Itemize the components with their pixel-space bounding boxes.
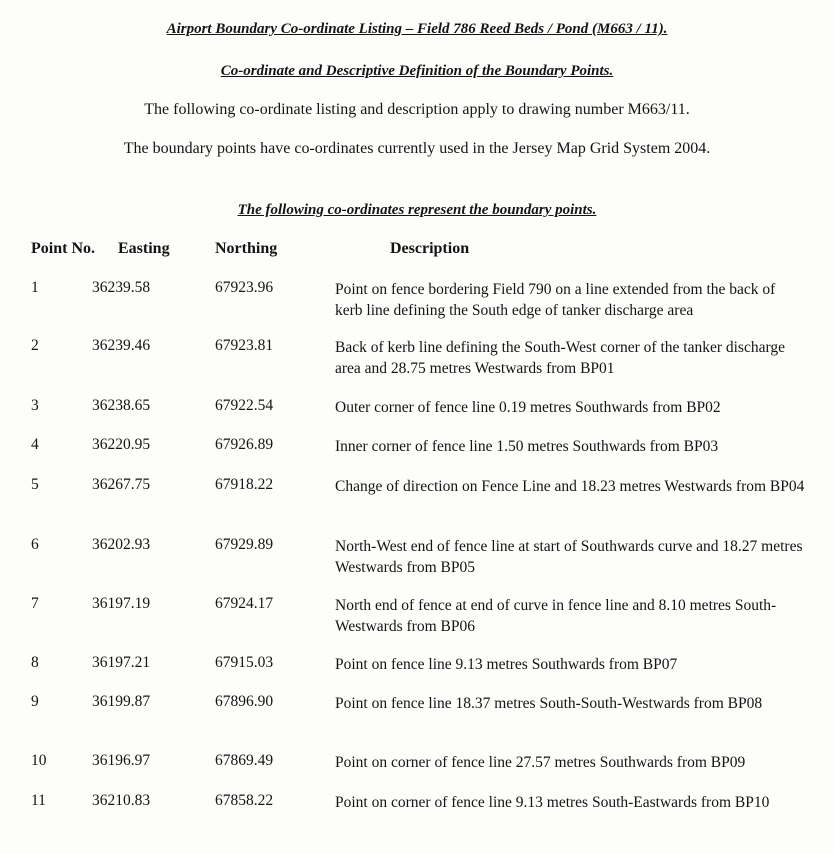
easting-value: 36210.83	[92, 792, 151, 809]
point-number: 5	[31, 476, 39, 493]
easting-value: 36197.21	[92, 654, 151, 671]
point-number: 2	[31, 337, 39, 354]
point-number: 3	[31, 397, 39, 414]
point-number: 9	[31, 693, 39, 710]
point-number: 7	[31, 595, 39, 612]
easting-value: 36202.93	[92, 536, 151, 553]
northing-value: 67926.89	[215, 436, 274, 453]
header-point-no: Point No.	[31, 240, 95, 257]
northing-value: 67918.22	[215, 476, 274, 493]
easting-value: 36238.65	[92, 397, 151, 414]
intro-line-2: The boundary points have co-ordinates currently used in the Jersey Map Grid System 2004.	[123, 140, 711, 157]
northing-value: 67922.54	[215, 397, 274, 414]
description-text: Inner corner of fence line 1.50 metres Southwards from BP03	[335, 438, 719, 455]
table-heading: The following co-ordinates represent the boundary points.	[237, 202, 597, 218]
easting-value: 36239.46	[92, 337, 151, 354]
description-text: Change of direction on Fence Line and 18.23 metres Westwards from BP04	[335, 478, 805, 495]
northing-value: 67896.90	[215, 693, 274, 710]
northing-value: 67915.03	[215, 654, 274, 671]
document-title: Airport Boundary Co-ordinate Listing – Field 786 Reed Beds / Pond (M663 / 11).	[166, 21, 668, 37]
description-text: Outer corner of fence line 0.19 metres Southwards from BP02	[335, 399, 721, 416]
description-text: Point on fence line 18.37 metres South-South-Westwards from BP08	[335, 695, 763, 712]
northing-value: 67858.22	[215, 792, 274, 809]
easting-value: 36239.58	[92, 279, 151, 296]
point-number: 10	[31, 752, 47, 769]
point-number: 1	[31, 279, 39, 296]
northing-value: 67923.96	[215, 279, 274, 296]
description-text: Point on fence bordering Field 790 on a line extended from the back of kerb line defining the South edge of tanker discharge area	[335, 281, 776, 319]
description-text: Point on fence line 9.13 metres Southwards from BP07	[335, 656, 678, 673]
header-northing: Northing	[215, 240, 278, 257]
description-text: North-West end of fence line at start of Southwards curve and 18.27 metres Westwards from BP05	[335, 538, 803, 576]
description-text: Point on corner of fence line 9.13 metres South-Eastwards from BP10	[335, 794, 770, 811]
easting-value: 36220.95	[92, 436, 151, 453]
point-number: 4	[31, 436, 39, 453]
point-number: 8	[31, 654, 39, 671]
description-text: Back of kerb line defining the South-West corner of the tanker discharge area and 28.75 metres Westwards from BP01	[335, 339, 785, 377]
header-easting: Easting	[118, 240, 170, 257]
description-text: Point on corner of fence line 27.57 metres Southwards from BP09	[335, 754, 746, 771]
easting-value: 36197.19	[92, 595, 151, 612]
header-description: Description	[390, 240, 470, 257]
easting-value: 36267.75	[92, 476, 151, 493]
point-number: 11	[31, 792, 46, 809]
document-subtitle: Co-ordinate and Descriptive Definition of the Boundary Points.	[220, 63, 614, 79]
point-number: 6	[31, 536, 39, 553]
northing-value: 67924.17	[215, 595, 274, 612]
intro-line-1: The following co-ordinate listing and description apply to drawing number M663/11.	[144, 101, 690, 118]
northing-value: 67869.49	[215, 752, 274, 769]
northing-value: 67923.81	[215, 337, 274, 354]
easting-value: 36199.87	[92, 693, 151, 710]
description-text: North end of fence at end of curve in fence line and 8.10 metres South-Westwards from BP06	[335, 597, 777, 635]
northing-value: 67929.89	[215, 536, 274, 553]
easting-value: 36196.97	[92, 752, 151, 769]
